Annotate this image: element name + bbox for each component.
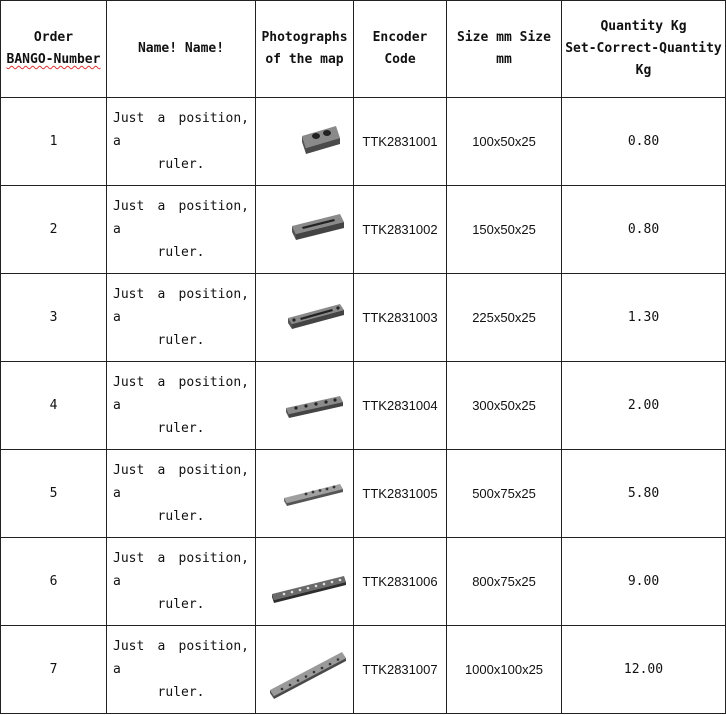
header-size-line1: Size mm Size — [457, 30, 551, 45]
table-row — [1, 186, 726, 274]
name-cell — [107, 362, 256, 450]
name-line1: Just a position, a — [113, 551, 249, 589]
name-cell — [107, 274, 256, 362]
photo-cell — [256, 186, 354, 274]
name-line1: Just a position, a — [113, 199, 249, 237]
order-cell: 7 — [1, 626, 107, 714]
name-line1: Just a position, a — [113, 639, 249, 677]
encoder-code-cell: TTK2831005 — [354, 450, 447, 538]
name-line2: ruler. — [157, 421, 205, 436]
order-cell: 3 — [1, 274, 107, 362]
table-row — [1, 626, 726, 714]
header-encoder-line2: Code — [384, 52, 416, 67]
photo-cell — [256, 538, 354, 626]
name-line1: Just a position, a — [113, 463, 249, 501]
encoder-code-cell: TTK2831003 — [354, 274, 447, 362]
name-line1: Just a position, a — [113, 287, 249, 325]
name-cell — [107, 626, 256, 714]
slotted-bar-icon — [260, 200, 350, 260]
quantity-cell: 5.80 — [562, 450, 726, 538]
table-row — [1, 98, 726, 186]
header-order — [1, 1, 107, 98]
name-line2: ruler. — [157, 597, 205, 612]
photo-cell — [256, 98, 354, 186]
size-cell: 800x75x25 — [447, 538, 562, 626]
table-row — [1, 450, 726, 538]
size-cell: 225x50x25 — [447, 274, 562, 362]
encoder-code-cell: TTK2831006 — [354, 538, 447, 626]
quantity-cell: 2.00 — [562, 362, 726, 450]
table-row — [1, 274, 726, 362]
table-row — [1, 362, 726, 450]
encoder-code-cell: TTK2831004 — [354, 362, 447, 450]
name-line2: ruler. — [157, 333, 205, 348]
slotted-bar-icon — [260, 288, 350, 348]
name-line2: ruler. — [157, 509, 205, 524]
header-row — [1, 1, 726, 98]
header-encoder-line1: Encoder — [372, 30, 428, 45]
block-two-holes-icon — [260, 112, 350, 172]
name-line2: ruler. — [157, 245, 205, 260]
quantity-cell: 0.80 — [562, 98, 726, 186]
header-photo — [256, 1, 354, 98]
encoder-code-cell: TTK2831001 — [354, 98, 447, 186]
header-encoder — [354, 1, 447, 98]
name-line2: ruler. — [157, 685, 205, 700]
header-size-line2: mm — [496, 52, 512, 67]
header-quantity — [562, 1, 726, 98]
name-line1: Just a position, a — [113, 375, 249, 413]
encoder-code-cell: TTK2831007 — [354, 626, 447, 714]
holed-bar-icon — [260, 552, 350, 612]
name-cell — [107, 186, 256, 274]
name-cell — [107, 98, 256, 186]
header-photo-line2: of the map — [265, 52, 344, 67]
header-name — [107, 1, 256, 98]
header-photo-line1: Photographs — [261, 30, 348, 45]
order-cell: 6 — [1, 538, 107, 626]
holed-bar-icon — [260, 376, 350, 436]
header-order-line2: BANGO-Number — [6, 52, 101, 67]
header-name-text: Name! Name! — [137, 41, 225, 56]
header-qty-line1: Quantity Kg — [600, 19, 687, 34]
name-line2: ruler. — [157, 157, 205, 172]
photo-cell — [256, 274, 354, 362]
name-line1: Just a position, a — [113, 111, 249, 149]
size-cell: 100x50x25 — [447, 98, 562, 186]
encoder-code-cell: TTK2831002 — [354, 186, 447, 274]
holed-bar-icon — [260, 464, 350, 524]
header-qty-line2: Set-Correct-Quantity — [565, 41, 722, 56]
order-cell: 4 — [1, 362, 107, 450]
size-cell: 500x75x25 — [447, 450, 562, 538]
quantity-cell: 12.00 — [562, 626, 726, 714]
photo-cell — [256, 450, 354, 538]
quantity-cell: 9.00 — [562, 538, 726, 626]
header-order-line1: Order — [33, 30, 74, 45]
size-cell: 300x50x25 — [447, 362, 562, 450]
name-cell — [107, 450, 256, 538]
size-cell: 150x50x25 — [447, 186, 562, 274]
photo-cell — [256, 362, 354, 450]
order-cell: 1 — [1, 98, 107, 186]
header-qty-line3: Kg — [635, 63, 652, 78]
table-row — [1, 538, 726, 626]
quantity-cell: 0.80 — [562, 186, 726, 274]
size-cell: 1000x100x25 — [447, 626, 562, 714]
quantity-cell: 1.30 — [562, 274, 726, 362]
order-cell: 5 — [1, 450, 107, 538]
order-cell: 2 — [1, 186, 107, 274]
header-size — [447, 1, 562, 98]
name-cell — [107, 538, 256, 626]
holed-bar-icon — [260, 640, 350, 700]
photo-cell — [256, 626, 354, 714]
